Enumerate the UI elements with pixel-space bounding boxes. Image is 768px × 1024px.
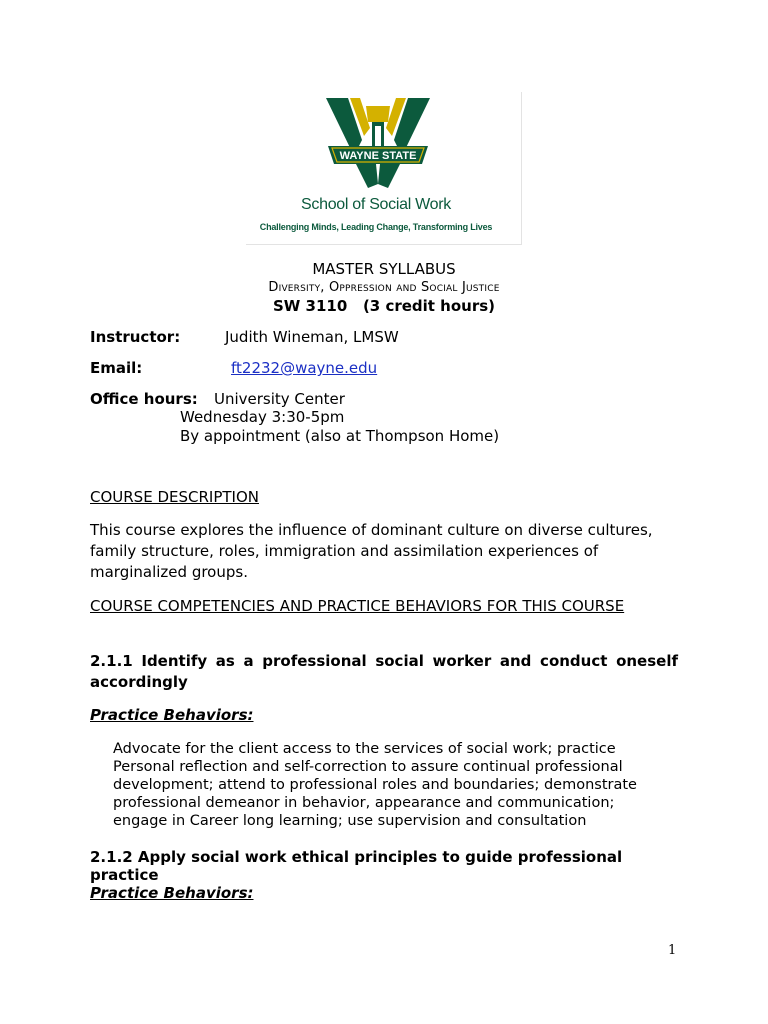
logo-wordmark: WAYNE STATE — [339, 150, 417, 162]
wayne-state-w-logo-icon — [326, 96, 430, 188]
email-link[interactable]: ft2232@wayne.edu — [231, 359, 378, 377]
practice-behaviors-label: Practice Behaviors: — [90, 706, 254, 724]
course-title: Diversity, Oppression and Social Justice — [268, 280, 500, 295]
competency-title: 2.1.1 Identify as a professional social worker and conduct oneself accordingly — [90, 652, 678, 691]
practice-behaviors-text: Advocate for the client access to the services of social work; practice Personal reflection and self-correction to assure continual professional development; attend to professional roles and boundaries; demonstrate professional demeanor in behavior, appearance and communication; engage in Career long learning; use supervision and consultation — [113, 741, 637, 829]
page-number: 1 — [668, 943, 677, 958]
email-label: Email: — [90, 359, 143, 377]
instructor-label: Instructor: — [90, 328, 181, 346]
office-hours-line: University Center — [214, 390, 345, 408]
office-hours-line: Wednesday 3:30-5pm — [180, 408, 345, 426]
practice-behaviors-label: Practice Behaviors: — [90, 884, 254, 902]
syllabus-title: MASTER SYLLABUS — [312, 260, 456, 278]
school-logo — [246, 92, 522, 245]
course-description-heading: COURSE DESCRIPTION — [90, 488, 259, 506]
logo-tagline: Challenging Minds, Leading Change, Transforming Lives — [259, 222, 493, 232]
instructor-name: Judith Wineman, LMSW — [225, 328, 399, 346]
logo-school-name: School of Social Work — [301, 196, 451, 213]
office-hours-line: By appointment (also at Thompson Home) — [180, 427, 500, 445]
competency-title: 2.1.2 Apply social work ethical principles to guide professional practice — [90, 848, 623, 884]
competencies-heading: COURSE COMPETENCIES AND PRACTICE BEHAVIORS FOR THIS COURSE — [90, 597, 625, 615]
course-code: SW 3110 (3 credit hours) — [272, 297, 496, 315]
office-hours-label: Office hours: — [90, 390, 198, 408]
course-description-text: This course explores the influence of dominant culture on diverse cultures, family structure, roles, immigration and assimilation experiences of marginalized groups. — [90, 521, 653, 581]
